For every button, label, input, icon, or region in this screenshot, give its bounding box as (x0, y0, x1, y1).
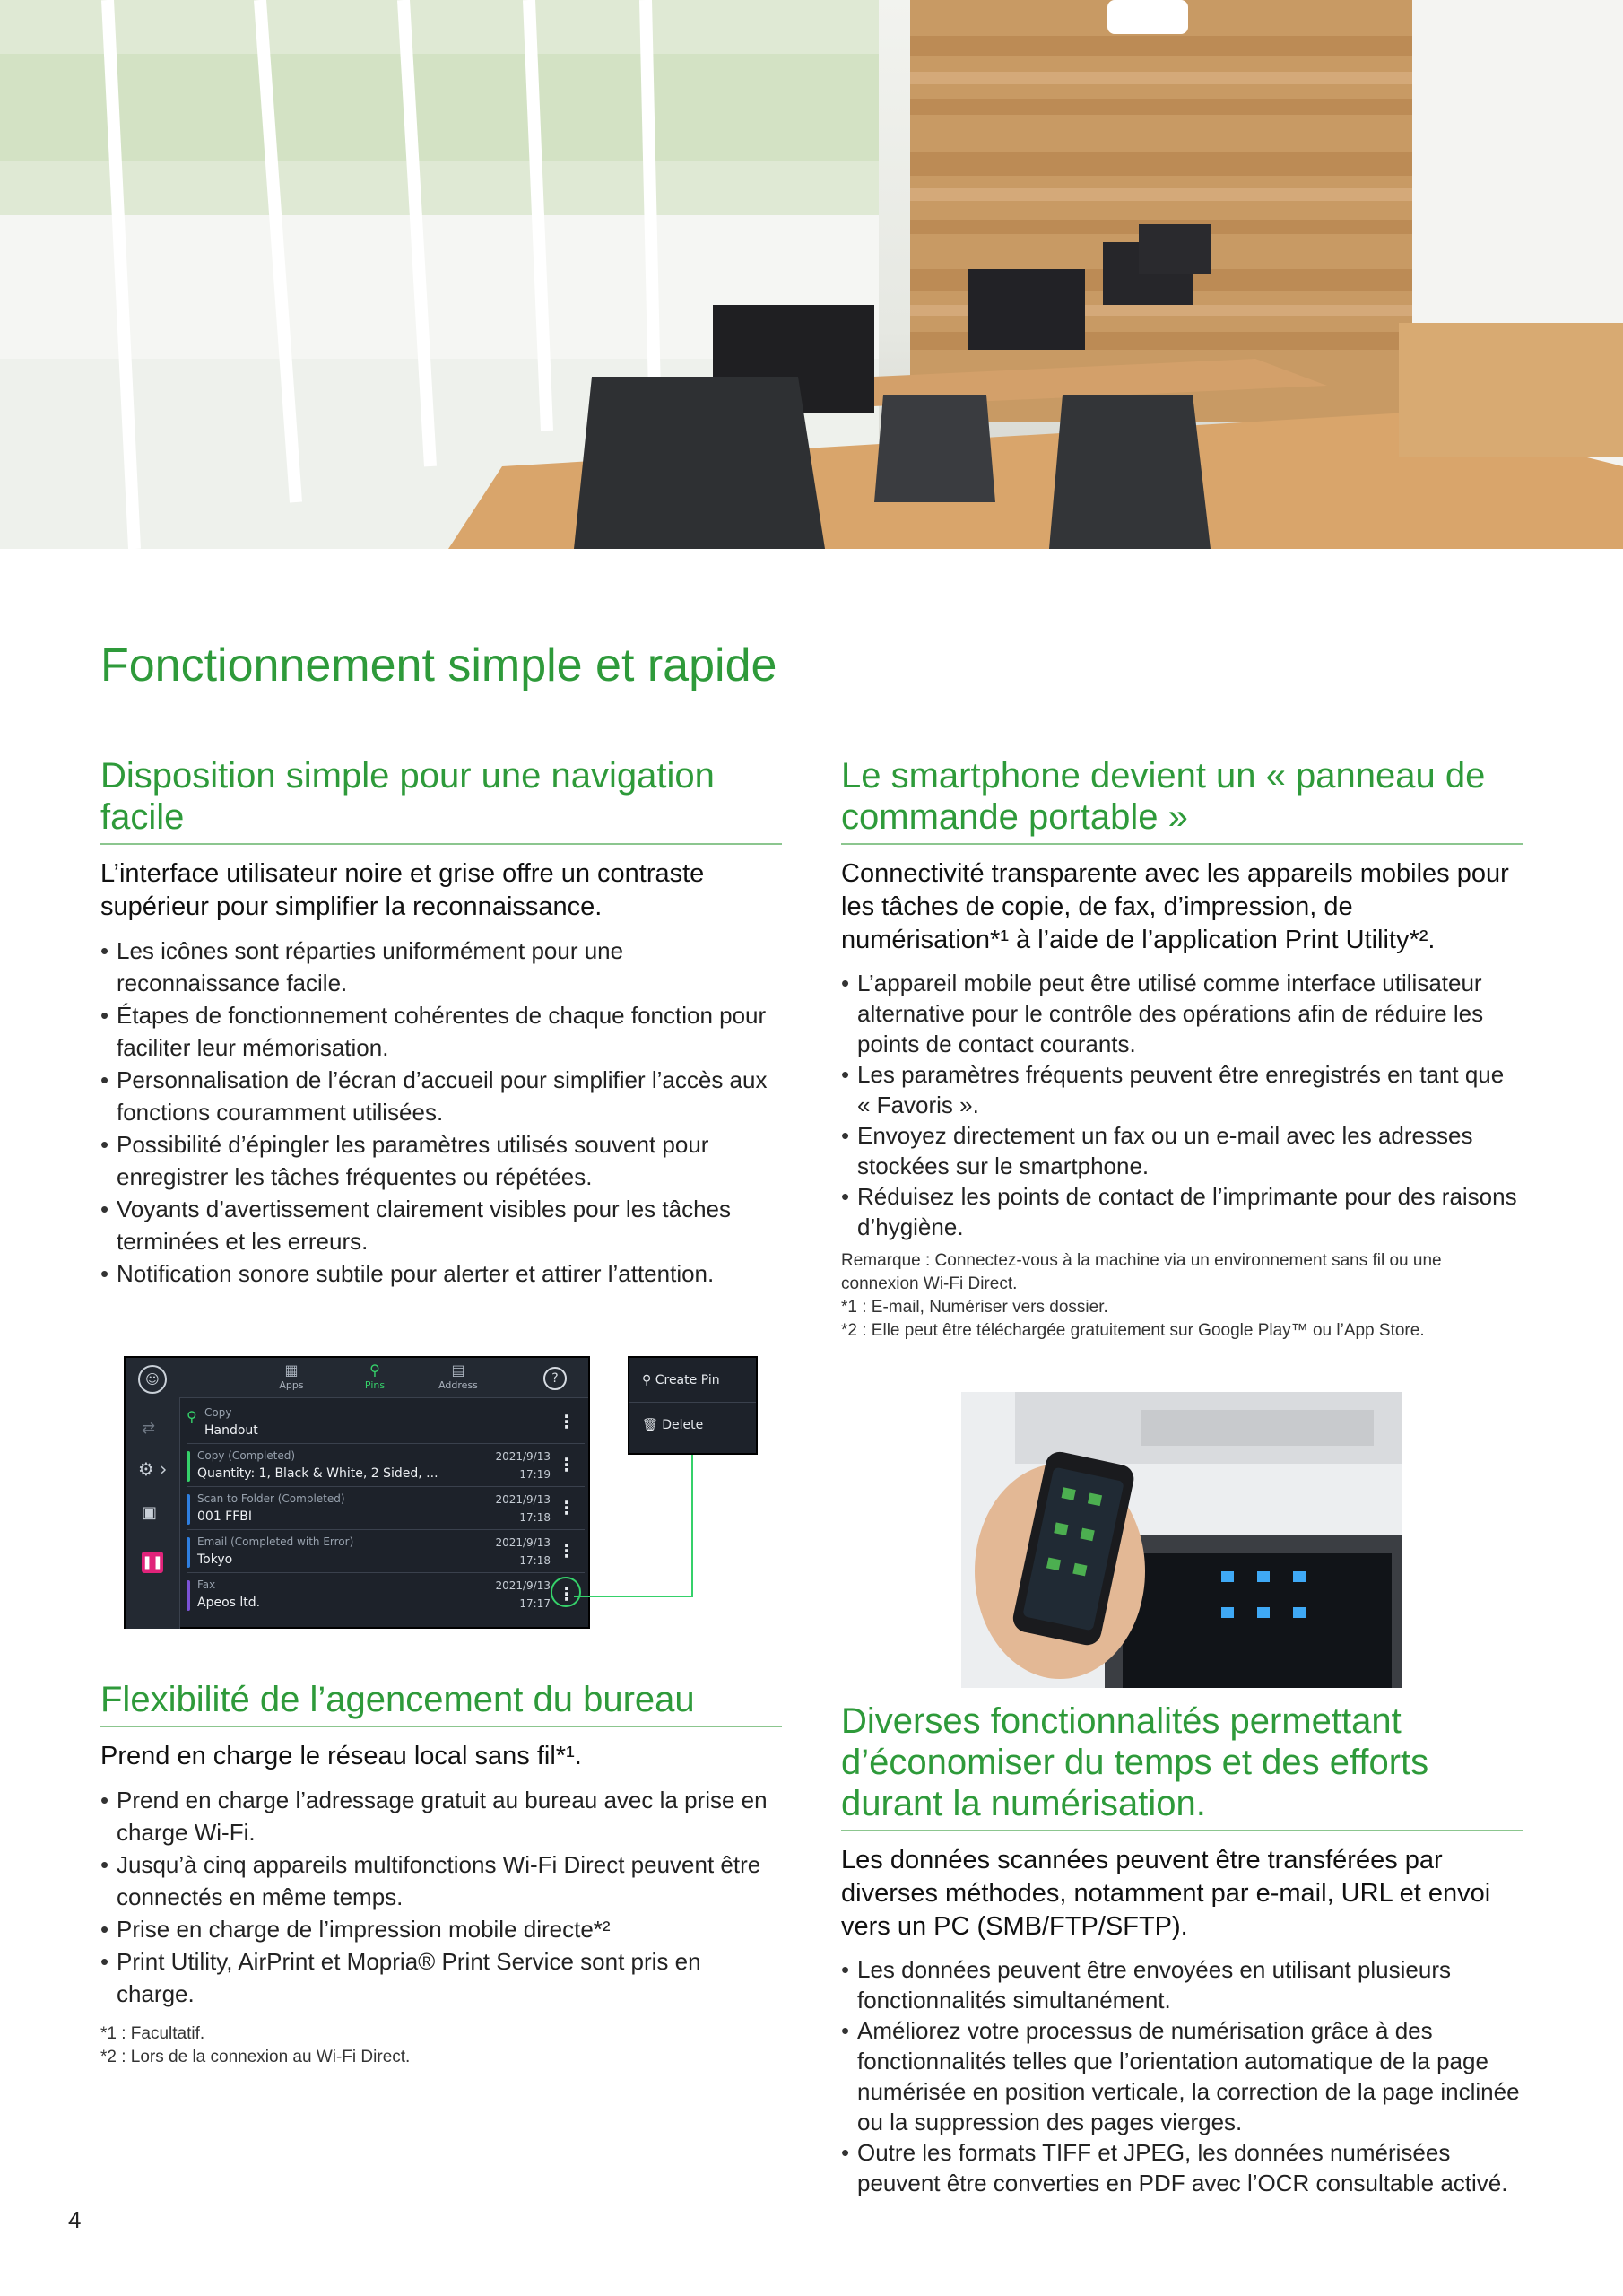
list-item: • Réduisez les points de contact de l’imprimante pour des raisons d’hygiène. (841, 1181, 1523, 1242)
user-icon[interactable]: ☺ (138, 1365, 167, 1394)
scan-section (841, 1700, 1523, 2198)
row-date: 2021/9/13 (495, 1493, 551, 1506)
list-item: • Prise en charge de l’impression mobile directe*² (100, 1913, 782, 1945)
delete-item[interactable]: 🗑 Delete (642, 1418, 704, 1432)
scan-lead: Les données scannées peuvent être transférées par diverses méthodes, notamment par e-mail, URL et envoi vers un PC (SMB/FTP/SFTP). (841, 1846, 1491, 1941)
more-icon[interactable]: ⋮ (558, 1540, 576, 1561)
smartphone-lead: Connectivité transparente avec les appareils mobiles pour les tâches de copie, de fax, d’impression, de numérisation*¹ à l’aide de l’application Print Utility*². (841, 859, 1509, 954)
printer-control-panel (124, 1356, 590, 1629)
smartphone-printer-photo (961, 1392, 1402, 1688)
status-bar (187, 1537, 190, 1568)
page-title: Fonctionnement simple et rapide (100, 639, 777, 691)
more-icon[interactable]: ⋮ (558, 1454, 576, 1475)
help-icon[interactable]: ? (543, 1367, 567, 1390)
status-bar (187, 1494, 190, 1525)
office-photo (0, 0, 1623, 549)
smartphone-notes (841, 1249, 1523, 1343)
pin-icon: ⚲ (187, 1408, 197, 1425)
address-book-icon: ▤ (451, 1361, 465, 1378)
list-item: • Jusqu’à cinq appareils multifonctions Wi-Fi Direct peuvent être connectés en même temps. (100, 1848, 782, 1913)
row-title: Email (Completed with Error) (197, 1535, 354, 1548)
list-item: • Notification sonore subtile pour alerter et attirer l’attention. (100, 1257, 782, 1290)
nav-heading: Disposition simple pour une navigation facile (100, 755, 782, 845)
row-detail: Apeos ltd. (197, 1596, 261, 1610)
row-title: Fax (197, 1578, 216, 1591)
office-heading: Flexibilité de l’agencement du bureau (100, 1679, 782, 1727)
list-item: • Les paramètres fréquents peuvent être enregistrés en tant que « Favoris ». (841, 1059, 1523, 1120)
pin-icon: ⚲ (642, 1373, 655, 1387)
table-row[interactable] (187, 1575, 585, 1616)
row-date: 2021/9/13 (495, 1450, 551, 1463)
connector-line (574, 1453, 699, 1605)
scan-heading: Diverses fonctionnalités permettant d’économiser du temps et des efforts durant la numérisation. (841, 1700, 1523, 1831)
list-item: • Possibilité d’épingler les paramètres utilisés souvent pour enregistrer les tâches fréquentes ou répétées. (100, 1128, 782, 1193)
list-item: • Les icônes sont réparties uniformément pour une reconnaissance facile. (100, 935, 782, 999)
row-title: Copy (Completed) (197, 1449, 296, 1462)
office-notes (100, 2022, 782, 2069)
list-item: • Print Utility, AirPrint et Mopria® Print Service sont pris en charge. (100, 1945, 782, 2010)
nav-lead: L’interface utilisateur noire et grise offre un contraste supérieur pour simplifier la reconnaissance. (100, 859, 705, 921)
table-row[interactable] (187, 1403, 585, 1444)
gear-icon[interactable]: ⚙ › (138, 1458, 168, 1480)
row-title: Copy (204, 1406, 232, 1419)
row-time: 17:17 (519, 1597, 551, 1610)
note: *1 : E-mail, Numériser vers dossier. (841, 1298, 1108, 1317)
scan-bullets (841, 1954, 1523, 2198)
table-row[interactable] (187, 1446, 585, 1487)
status-bar (187, 1451, 190, 1482)
list-item: • Personnalisation de l’écran d’accueil pour simplifier l’accès aux fonctions couramment utilisées. (100, 1064, 782, 1128)
note: *2 : Lors de la connexion au Wi-Fi Direct. (100, 2048, 411, 2066)
smartphone-section (841, 755, 1523, 1343)
row-title: Scan to Folder (Completed) (197, 1492, 345, 1505)
pause-icon[interactable]: ❚❚ (142, 1552, 163, 1573)
more-icon[interactable]: ⋮ (558, 1411, 576, 1432)
pin-icon: ⚲ (369, 1361, 380, 1378)
list-item: • Envoyez directement un fax ou un e-mail avec les adresses stockées sur le smartphone. (841, 1120, 1523, 1181)
nav-bullets (100, 935, 782, 1290)
create-pin-item[interactable]: ⚲ Create Pin (629, 1358, 756, 1403)
row-detail: Quantity: 1, Black & White, 2 Sided, ... (197, 1466, 438, 1481)
tab-address[interactable]: ▤ Address (427, 1361, 490, 1391)
office-section (100, 1679, 782, 2069)
note: *2 : Elle peut être téléchargée gratuitement sur Google Play™ ou l’App Store. (841, 1321, 1425, 1340)
table-row[interactable] (187, 1532, 585, 1573)
trash-icon: 🗑 (642, 1418, 663, 1432)
office-bullets (100, 1784, 782, 2010)
row-date: 2021/9/13 (495, 1536, 551, 1549)
job-status-icon[interactable]: ▣ (142, 1503, 158, 1522)
list-item: • Voyants d’avertissement clairement visibles pour les tâches terminées et les erreurs. (100, 1193, 782, 1257)
list-item: • Outre les formats TIFF et JPEG, les données numérisées peuvent être converties en PDF avec l’OCR consultable activé. (841, 2137, 1523, 2198)
status-bar (187, 1580, 190, 1611)
nav-section (100, 755, 782, 1290)
list-item: • Les données peuvent être envoyées en utilisant plusieurs fonctionnalités simultanément. (841, 1954, 1523, 2015)
note: *1 : Facultatif. (100, 2024, 205, 2043)
office-lead: Prend en charge le réseau local sans fil*¹. (100, 1742, 582, 1770)
table-row[interactable] (187, 1489, 585, 1530)
row-time: 17:19 (519, 1468, 551, 1481)
row-detail: Handout (204, 1423, 258, 1438)
row-detail: Tokyo (197, 1552, 233, 1567)
list-item: • L’appareil mobile peut être utilisé comme interface utilisateur alternative pour le contrôle des opérations afin de réduire les points de contact courants. (841, 968, 1523, 1059)
apps-icon: ▦ (284, 1361, 299, 1378)
tab-pins[interactable]: ⚲ Pins (343, 1361, 406, 1391)
panel-top-bar (126, 1358, 588, 1398)
row-time: 17:18 (519, 1511, 551, 1524)
page-number: 4 (68, 2206, 82, 2233)
panel-left-bar (126, 1371, 180, 1629)
row-detail: 001 FFBI (197, 1509, 253, 1524)
smartphone-bullets (841, 968, 1523, 1242)
tab-apps[interactable]: ▦ Apps (260, 1361, 323, 1391)
row-time: 17:18 (519, 1554, 551, 1567)
more-icon[interactable]: ⋮ (558, 1583, 576, 1605)
list-item: • Étapes de fonctionnement cohérentes de chaque fonction pour faciliter leur mémorisation. (100, 999, 782, 1064)
note: Remarque : Connectez-vous à la machine via un environnement sans fil ou une connexion Wi-Fi Direct. (841, 1251, 1442, 1293)
row-date: 2021/9/13 (495, 1579, 551, 1592)
smartphone-heading: Le smartphone devient un « panneau de commande portable » (841, 755, 1523, 845)
more-icon[interactable]: ⋮ (558, 1497, 576, 1518)
pin-popup-menu (628, 1356, 758, 1455)
list-item: • Prend en charge l’adressage gratuit au bureau avec la prise en charge Wi-Fi. (100, 1784, 782, 1848)
list-item: • Améliorez votre processus de numérisation grâce à des fonctionnalités telles que l’orientation automatique de la page numérisée en position verticale, la correction de la page inclinée ou la suppression des pages vierges. (841, 2015, 1523, 2137)
transfer-icon: ⇄ (142, 1419, 156, 1438)
